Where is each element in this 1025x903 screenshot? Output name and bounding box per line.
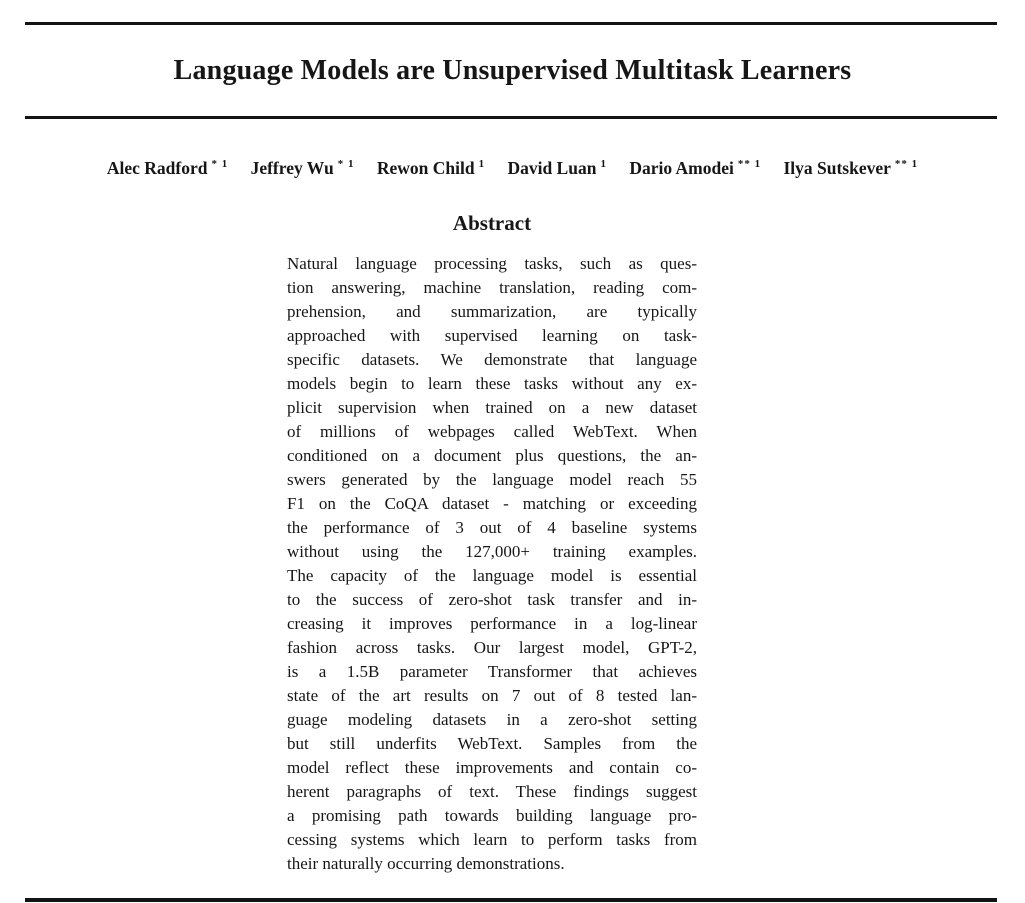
- author-entry: [783, 158, 918, 178]
- author-entry: [107, 158, 228, 178]
- abstract-line: model reflect these improvements and contain co-: [287, 758, 697, 777]
- abstract-line: plicit supervision when trained on a new dataset: [287, 398, 697, 417]
- author-superscript: 1: [478, 158, 486, 171]
- abstract-line: The capacity of the language model is essential: [287, 566, 697, 585]
- abstract-line: cessing systems which learn to perform tasks from: [287, 830, 697, 849]
- author-superscript: ** 1: [894, 158, 919, 171]
- abstract-line: swers generated by the language model reach 55: [287, 470, 697, 489]
- abstract-line: is a 1.5B parameter Transformer that achieves: [287, 662, 697, 681]
- abstract-line: without using the 127,000+ training examples.: [287, 542, 697, 561]
- author-superscript: * 1: [337, 158, 355, 171]
- author-name: David Luan: [507, 158, 597, 178]
- abstract-line: prehension, and summarization, are typically: [287, 302, 697, 321]
- author-superscript: * 1: [211, 158, 229, 171]
- abstract-line: models begin to learn these tasks without any ex-: [287, 374, 697, 393]
- author-entry: [507, 158, 607, 178]
- abstract-body: [287, 252, 697, 876]
- author-entry: [377, 158, 485, 178]
- author-name: Rewon Child: [376, 158, 475, 178]
- abstract-line: Natural language processing tasks, such as ques-: [287, 254, 697, 273]
- abstract-line: tion answering, machine translation, reading com-: [287, 278, 697, 297]
- abstract-line: fashion across tasks. Our largest model, GPT-2,: [287, 638, 697, 657]
- author-name: Jeffrey Wu: [250, 158, 334, 178]
- title-separator-rule: [25, 116, 997, 119]
- abstract-line: F1 on the CoQA dataset - matching or exceeding: [287, 494, 697, 513]
- authors-line: [0, 155, 1025, 182]
- abstract-line: creasing it improves performance in a log-linear: [287, 614, 697, 633]
- bottom-rule: [25, 898, 997, 902]
- top-rule: [25, 22, 997, 25]
- author-superscript: ** 1: [737, 158, 762, 171]
- abstract-line: state of the art results on 7 out of 8 tested lan-: [287, 686, 697, 705]
- abstract-heading: Abstract: [452, 211, 532, 235]
- abstract-line: to the success of zero-shot task transfer and in-: [287, 590, 697, 609]
- author-name: Ilya Sutskever: [783, 158, 891, 178]
- abstract-line: their naturally occurring demonstrations.: [287, 854, 565, 873]
- paper-title: Language Models are Unsupervised Multitask Learners: [173, 55, 852, 86]
- abstract-line: approached with supervised learning on task-: [287, 326, 697, 345]
- author-entry: [629, 158, 761, 178]
- author-name: Alec Radford: [106, 158, 208, 178]
- abstract-line: herent paragraphs of text. These findings suggest: [287, 782, 697, 801]
- abstract-line: the performance of 3 out of 4 baseline systems: [287, 518, 697, 537]
- abstract-line: a promising path towards building language pro-: [287, 806, 697, 825]
- abstract-line: specific datasets. We demonstrate that language: [287, 350, 697, 369]
- abstract-line: of millions of webpages called WebText. When: [287, 422, 697, 441]
- abstract-line: but still underfits WebText. Samples from the: [287, 734, 697, 753]
- author-name: Dario Amodei: [629, 158, 734, 178]
- author-entry: [251, 158, 355, 178]
- abstract-line: guage modeling datasets in a zero-shot setting: [287, 710, 697, 729]
- abstract-line: conditioned on a document plus questions, the an-: [287, 446, 697, 465]
- author-superscript: 1: [600, 158, 607, 171]
